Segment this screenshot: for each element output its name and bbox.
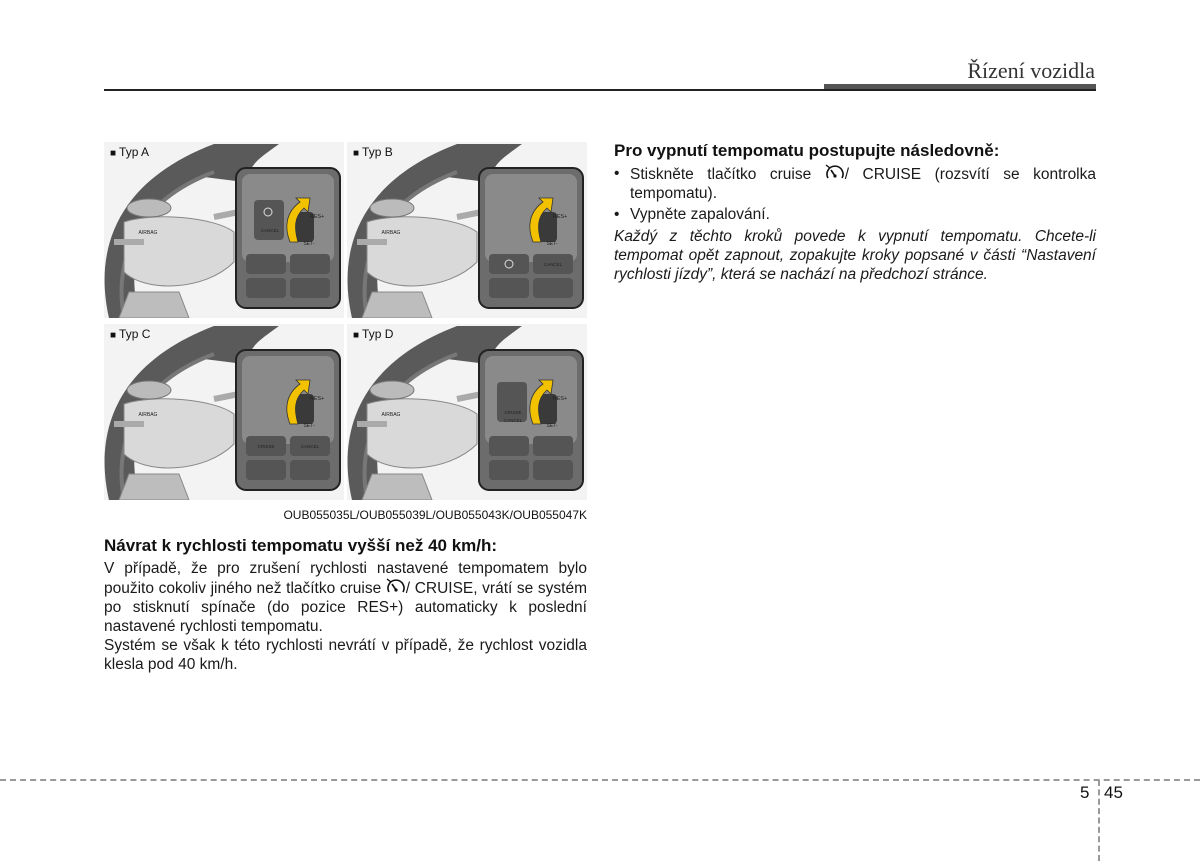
cruise-icon	[386, 578, 406, 596]
left-button-label: CANCEL	[260, 228, 280, 233]
bullet-list	[614, 164, 1096, 226]
wheel-lower-spoke	[362, 474, 432, 500]
wheel-hub	[124, 217, 234, 286]
steering-wheel-illustration	[347, 324, 587, 500]
lower-button-left	[489, 460, 529, 480]
lower-button-left	[489, 278, 529, 298]
wheel-hub	[367, 217, 477, 286]
button-zoom-inset	[479, 168, 583, 308]
text-run: V případě, že pro zrušení rychlosti nastavené tempomatem bylo použito cokoliv jiného než tlačítko cruise	[104, 560, 587, 597]
text-run: Stiskněte tlačítko cruise	[630, 166, 825, 183]
text-run: / CRUISE (rozsvítí se kontrolka tempomatu).	[630, 166, 1097, 202]
wheel-lower-spoke	[119, 474, 189, 500]
square-bullet-icon: ■	[110, 330, 117, 341]
set-minus-label: SET-	[303, 423, 315, 429]
figure-panel-typ-c	[104, 324, 344, 500]
bottom-button-label: CANCEL	[300, 444, 320, 449]
section-title: Řízení vozidla	[967, 58, 1095, 83]
right-heading: Pro vypnutí tempomatu postupujte následovně:	[614, 141, 1000, 160]
steering-wheel-illustration	[347, 142, 587, 318]
header-rule	[104, 89, 1096, 91]
left-heading: Návrat k rychlosti tempomatu vyšší než 40 km/h:	[104, 536, 498, 555]
wheel-hub	[124, 399, 234, 468]
button-zoom-inset	[236, 168, 340, 308]
left-button	[497, 382, 527, 422]
bottom-button-label: CANCEL	[543, 262, 563, 267]
wheel-hub	[367, 399, 477, 468]
list-item	[614, 205, 1096, 224]
logo-emblem	[370, 381, 414, 399]
set-minus-label: SET-	[303, 241, 315, 247]
logo-emblem	[370, 199, 414, 217]
text-run: / CRUISE, vrátí se systém po stisknutí spínače (do pozice RES+) automaticky k poslední nastavené rychlosti tempomatu.	[104, 580, 587, 635]
airbag-label: AIRBAG	[138, 230, 158, 236]
res-plus-label: RES+	[309, 214, 325, 220]
bullet-icon: •	[614, 165, 620, 182]
steering-wheel-illustration	[104, 324, 344, 500]
square-bullet-icon: ■	[353, 330, 360, 341]
page-number: 45	[1104, 783, 1123, 802]
button-zoom-inset	[236, 350, 340, 490]
logo-emblem	[127, 381, 171, 399]
panel-label: Typ B	[362, 145, 393, 159]
lower-button-right	[533, 278, 573, 298]
list-item	[614, 164, 1096, 203]
lower-button-right	[533, 460, 573, 480]
section-number: 5	[1080, 783, 1090, 802]
bottom-button-label: CRUISE	[257, 444, 275, 449]
note-text: Každý z těchto kroků povede k vypnutí tempomatu. Chcete-li tempomat opět zapnout, zopakujte kroky popsané v části “Nastavení rychlosti jízdy”, která se nachází na předchozí stránce.	[614, 228, 1096, 283]
wheel-lower-spoke	[119, 292, 189, 318]
panel-label: Typ A	[119, 145, 150, 159]
left-button-label: CRUISE	[504, 410, 522, 415]
figure-panel-typ-a	[104, 142, 344, 318]
square-bullet-icon: ■	[353, 148, 360, 159]
steering-wheel-illustration	[104, 142, 344, 318]
figure-code: OUB055035L/OUB055039L/OUB055043K/OUB055047K	[283, 508, 587, 522]
set-minus-label: SET-	[546, 241, 558, 247]
airbag-label: AIRBAG	[381, 412, 401, 418]
button-zoom-inset	[479, 350, 583, 490]
res-plus-label: RES+	[552, 214, 568, 220]
left-paragraph-2: Systém se však k této rychlosti nevrátí v případě, že rychlost vozidla klesla pod 40 km/h.	[104, 637, 587, 673]
lower-button-right	[290, 460, 330, 480]
left-body	[104, 559, 587, 674]
left-button	[254, 200, 284, 240]
footer-vertical-divider	[1098, 780, 1100, 861]
panel-label: Typ C	[119, 327, 151, 341]
set-minus-label: SET-	[546, 423, 558, 429]
list-item-text: Vypněte zapalování.	[630, 206, 770, 223]
lower-button-left	[246, 278, 286, 298]
bottom-button-left	[246, 254, 286, 274]
lower-button-right	[290, 278, 330, 298]
res-plus-label: RES+	[309, 396, 325, 402]
wheel-lower-spoke	[362, 292, 432, 318]
bottom-button-right	[290, 254, 330, 274]
bullet-icon: •	[614, 206, 620, 223]
left-paragraph-1	[104, 559, 587, 636]
panel-label: Typ D	[362, 327, 394, 341]
res-plus-label: RES+	[552, 396, 568, 402]
bottom-button-right	[533, 436, 573, 456]
airbag-label: AIRBAG	[138, 412, 158, 418]
square-bullet-icon: ■	[110, 148, 117, 159]
lower-button-left	[246, 460, 286, 480]
bottom-button-left	[489, 254, 529, 274]
left-button-label-2: CANCEL	[503, 418, 523, 423]
cruise-icon	[825, 164, 845, 182]
footer-divider	[0, 779, 1200, 781]
bottom-button-left	[489, 436, 529, 456]
figure-panel-typ-b	[347, 142, 587, 318]
figure-panel-typ-d	[347, 324, 587, 500]
airbag-label: AIRBAG	[381, 230, 401, 236]
logo-emblem	[127, 199, 171, 217]
